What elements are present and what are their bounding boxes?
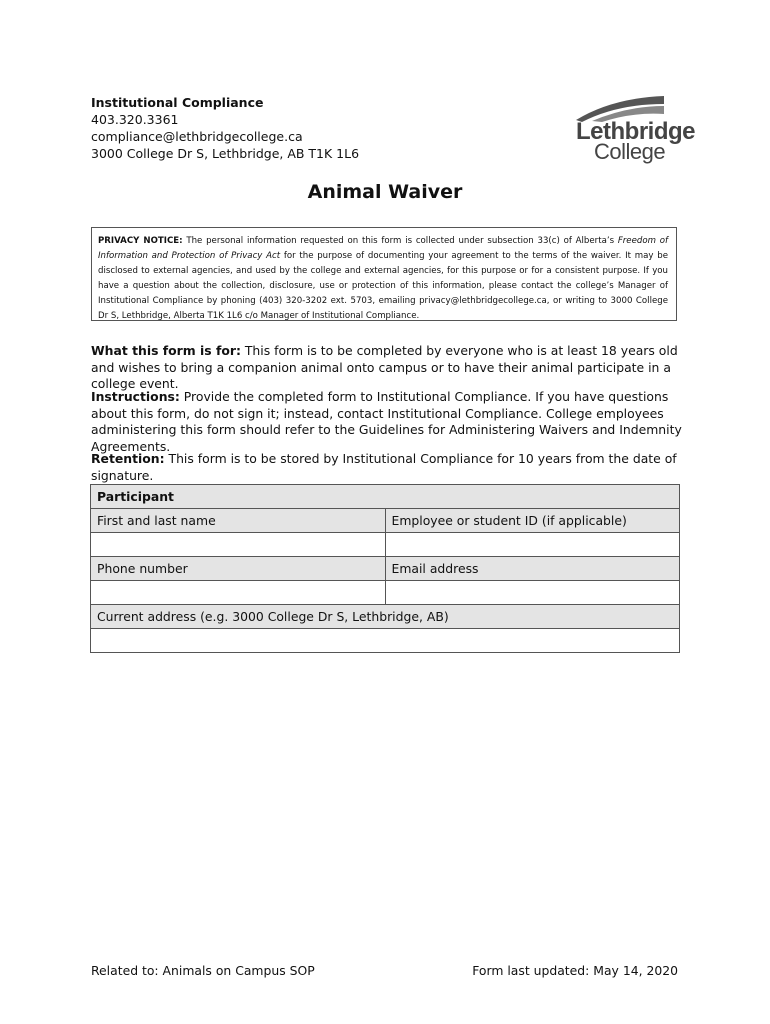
address-field[interactable] [91,629,680,653]
logo-text-line2: College [594,139,666,164]
participant-section-title: Participant [91,485,680,509]
instructions-text: Provide the completed form to Institutional Compliance. If you have questions about this form, do not sign it; instead, contact Institutional Compliance. College employees administering this form should refer to the Guidelines for Administering Waivers and Indemnity Agreements. [91,389,682,454]
email-label: Email address [385,557,680,581]
privacy-label: PRIVACY NOTICE: [98,236,183,246]
name-label: First and last name [91,509,386,533]
email-field[interactable] [385,581,680,605]
contact-block [91,94,359,162]
contact-email: compliance@lethbridgecollege.ca [91,129,303,144]
college-logo [572,94,695,166]
phone-label: Phone number [91,557,386,581]
form-title: Animal Waiver [307,181,463,203]
contact-phone: 403.320.3361 [91,112,179,127]
privacy-act-name: Freedom of Information and Protection of Privacy Act [98,236,668,261]
form-retention [91,451,683,484]
purpose-label: What this form is for: [91,343,241,358]
form-purpose [91,343,683,393]
participant-table [90,484,680,653]
privacy-text-1: The personal information requested on this form is collected under subsection 33(c) of Alberta’s [182,236,618,246]
contact-address: 3000 College Dr S, Lethbridge, AB T1K 1L6 [91,146,360,161]
id-field[interactable] [385,533,680,557]
logo-text-line1: Lethbridge [576,118,695,145]
address-label: Current address (e.g. 3000 College Dr S, Lethbridge, AB) [91,605,680,629]
org-name: Institutional Compliance [91,95,264,110]
phone-field[interactable] [91,581,386,605]
retention-text: This form is to be stored by Institutional Compliance for 10 years from the date of signature. [91,451,677,483]
retention-label: Retention: [91,451,165,466]
id-label: Employee or student ID (if applicable) [385,509,680,533]
instructions-label: Instructions: [91,389,180,404]
purpose-text: This form is to be completed by everyone who is at least 18 years old and wishes to bring a companion animal onto campus or to have their animal participate in a college event. [91,343,678,391]
footer-related: Related to: Animals on Campus SOP [91,963,315,978]
form-instructions [91,389,683,455]
footer-updated: Form last updated: May 14, 2020 [472,963,678,978]
privacy-notice [91,227,677,321]
name-field[interactable] [91,533,386,557]
privacy-text-2: for the purpose of documenting your agreement to the terms of the waiver. It may be disclosed to external agencies, and used by the college and external agencies, for this purpose or for a consistent purpose. If you have a question about the collection, disclosure, use or protection of this information, please contact the college’s Manager of Institutional Compliance by phoning (403) 320-3202 ext. 5703, emailing privacy@lethbridgecollege.ca, or writing to 3000 College Dr S, Lethbridge, Alberta T1K 1L6 c/o Manager of Institutional Compliance. [98,251,668,321]
